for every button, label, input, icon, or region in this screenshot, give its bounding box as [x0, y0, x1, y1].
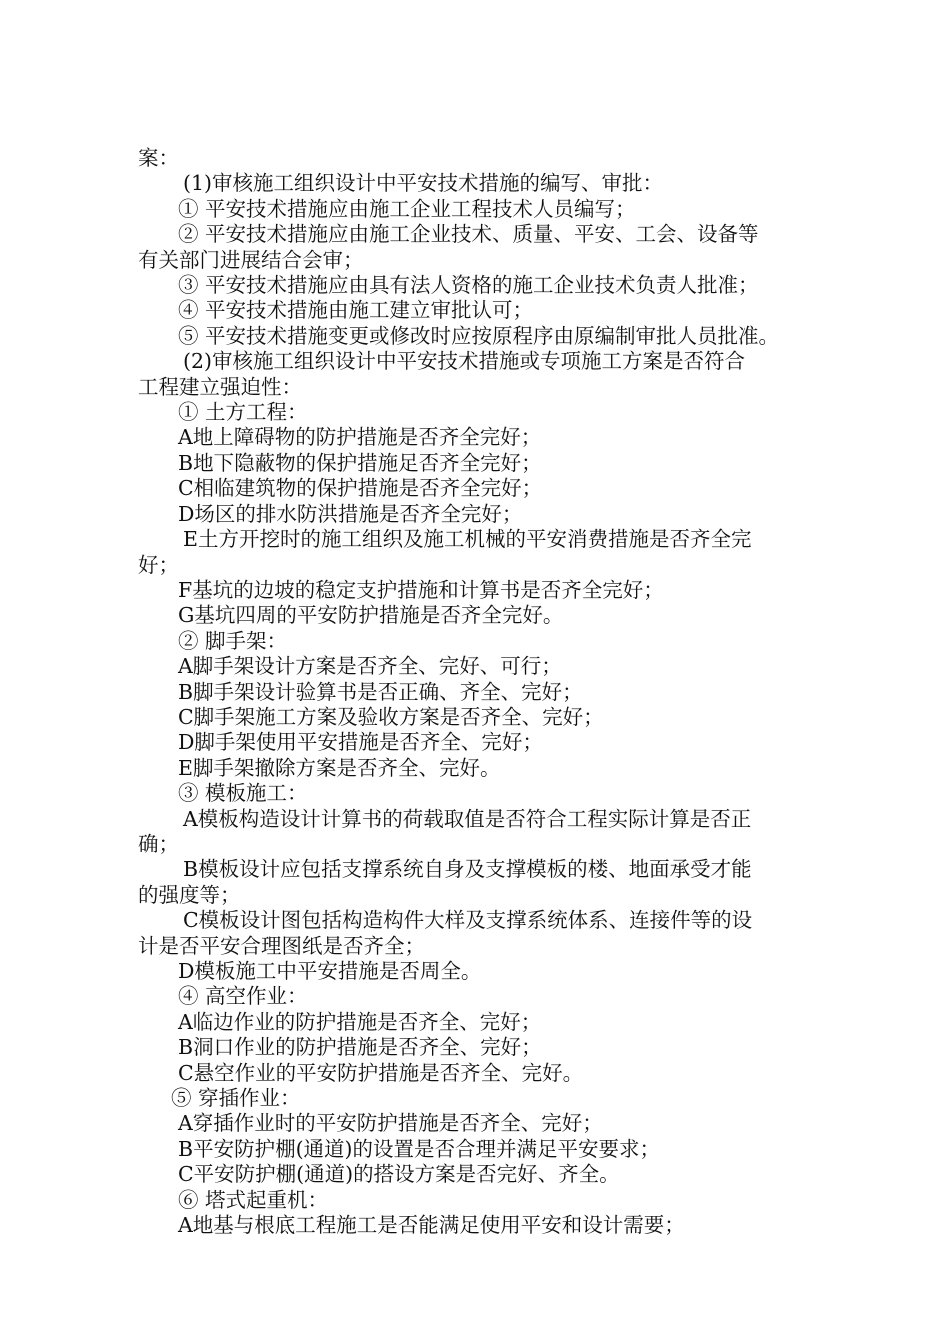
text-line: B模板设计应包括支撑系统自身及支撑模板的楼、地面承受才能: [183, 857, 752, 882]
text-line: A地基与根底工程施工是否能满足使用平安和设计需要；: [178, 1213, 685, 1238]
text-line: 确；: [138, 831, 179, 856]
text-line: 工程建立强迫性：: [138, 374, 302, 399]
text-line: 有关部门进展结合会审；: [138, 247, 364, 272]
text-line: 好；: [138, 552, 179, 577]
text-line: ① 土方工程：: [178, 400, 308, 425]
text-line: ④ 高空作业：: [178, 984, 308, 1009]
text-line: B平安防护棚(通道)的设置是否合理并满足平安要求；: [178, 1136, 661, 1161]
text-line: E脚手架撤除方案是否齐全、完好。: [178, 755, 501, 780]
text-line: ⑤ 穿插作业：: [171, 1086, 301, 1111]
text-line: B洞口作业的防护措施是否齐全、完好；: [178, 1035, 542, 1060]
text-line: ③ 平安技术措施应由具有法人资格的施工企业技术负责人批准；: [178, 273, 759, 298]
text-line: (2)审核施工组织设计中平安技术措施或专项施工方案是否符合: [183, 349, 746, 374]
text-line: D脚手架使用平安措施是否齐全、完好；: [178, 730, 543, 755]
text-line: G基坑四周的平安防护措施是否齐全完好。: [178, 603, 564, 628]
text-line: A模板构造设计计算书的荷载取值是否符合工程实际计算是否正: [183, 806, 752, 831]
text-line: 计是否平安合理图纸是否齐全；: [138, 933, 425, 958]
text-line: ③ 模板施工：: [178, 781, 308, 806]
text-line: A临边作业的防护措施是否齐全、完好；: [178, 1009, 542, 1034]
text-line: C脚手架施工方案及验收方案是否齐全、完好；: [178, 704, 604, 729]
text-line: 的强度等；: [138, 882, 241, 907]
text-line: C悬空作业的平安防护措施是否齐全、完好。: [178, 1060, 584, 1085]
text-line: ⑥ 塔式起重机：: [178, 1187, 329, 1212]
text-line: C相临建筑物的保护措施是否齐全完好；: [178, 476, 543, 501]
text-line: E土方开挖时的施工组织及施工机械的平安消费措施是否齐全完: [183, 527, 752, 552]
text-line: ① 平安技术措施应由施工企业工程技术人员编写；: [178, 196, 636, 221]
text-line: F基坑的边坡的稳定支护措施和计算书是否齐全完好；: [178, 577, 664, 602]
text-line: B脚手架设计验算书是否正确、齐全、完好；: [178, 679, 583, 704]
text-line: ⑤ 平安技术措施变更或修改时应按原程序由原编制审批人员批准。: [178, 323, 780, 348]
text-line: A穿插作业时的平安防护措施是否齐全、完好；: [178, 1111, 603, 1136]
document-body: [138, 146, 828, 1238]
text-line: C平安防护棚(通道)的搭设方案是否完好、齐全。: [178, 1162, 620, 1187]
text-line: C模板设计图包括构造构件大样及支撑系统体系、连接件等的设: [183, 908, 753, 933]
text-line: A脚手架设计方案是否齐全、完好、可行；: [178, 654, 562, 679]
text-line: D场区的排水防洪措施是否齐全完好；: [178, 501, 523, 526]
text-line: D模板施工中平安措施是否周全。: [178, 959, 482, 983]
text-line: 案：: [138, 146, 179, 170]
text-line: ② 脚手架：: [178, 628, 288, 653]
text-line: B地下隐蔽物的保护措施足否齐全完好；: [178, 450, 542, 475]
text-line: ② 平安技术措施应由施工企业技术、质量、平安、工会、设备等: [178, 222, 759, 247]
text-line: ④ 平安技术措施由施工建立审批认可；: [178, 298, 534, 323]
text-line: (1)审核施工组织设计中平安技术措施的编写、审批：: [183, 171, 664, 196]
text-line: A地上障碍物的防护措施是否齐全完好；: [178, 425, 542, 450]
